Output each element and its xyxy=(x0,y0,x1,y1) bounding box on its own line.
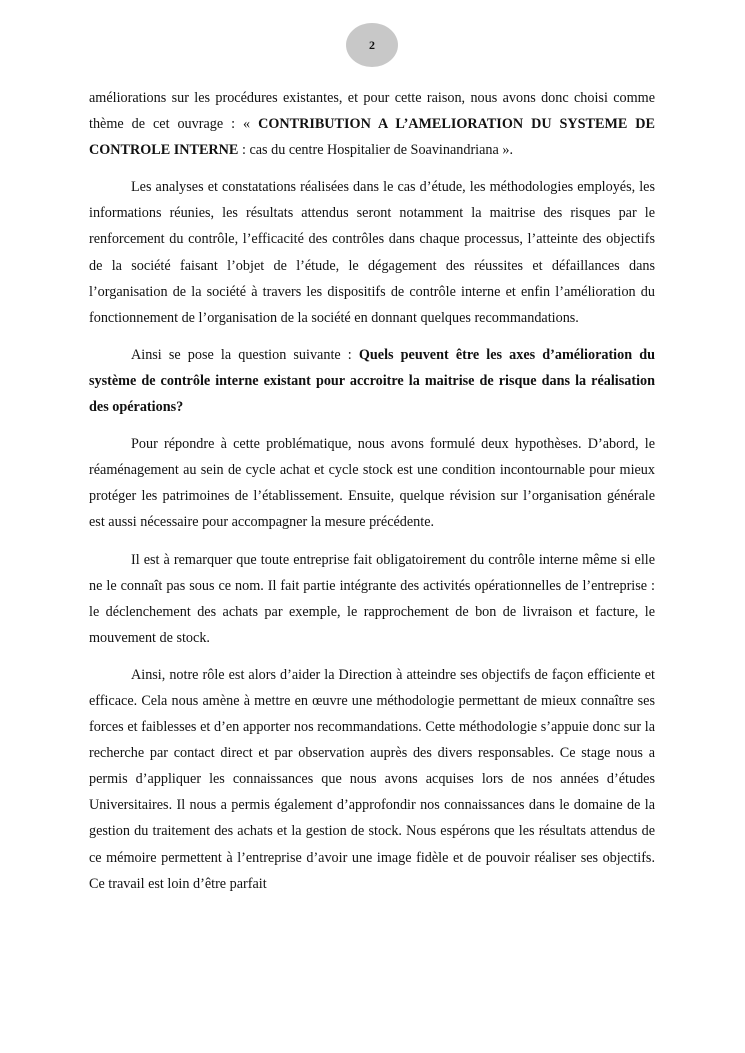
paragraph-text: : cas du centre Hospitalier de Soavinandriana ». xyxy=(238,142,513,159)
paragraph-text: Il est à remarquer que toute entreprise fait obligatoirement du contrôle interne même si elle ne le connaît pas sous ce nom. Il fait partie intégrante des activités opérationnelles de l’entreprise : le déclenchement des achats par exemple, le rapprochement de bon de livraison et facture, le mouvement de stock. xyxy=(89,551,655,646)
research-question: Quels peuvent être les axes d’amélioration du système de contrôle interne existant pour accroitre la maitrise de risque dans la réalisation des opérations? xyxy=(89,346,655,416)
paragraph-topic-choice xyxy=(89,85,655,163)
paragraph-text: Pour répondre à cette problématique, nous avons formulé deux hypothèses. D’abord, le réaménagement au sein de cycle achat et cycle stock est une condition incontournable pour mieux protéger les patrimoines de l’établissement. Ensuite, quelque révision sur l’organisation générale est aussi nécessaire pour accompagner la mesure précédente. xyxy=(89,436,655,531)
paragraph-text: améliorations sur les procédures existantes, et pour cette raison, nous avons donc choisi comme thème de cet ouvrage : « xyxy=(89,90,655,133)
paragraph-internal-control xyxy=(89,547,655,651)
paragraph-research-question xyxy=(89,342,655,420)
document-body xyxy=(89,85,655,908)
page-number: 2 xyxy=(369,37,375,52)
paragraph-text: Ainsi se pose la question suivante : xyxy=(131,346,359,363)
paragraph-methodology xyxy=(89,662,655,897)
paragraph-analyses xyxy=(89,174,655,331)
paragraph-text: Les analyses et constatations réalisées dans le cas d’étude, les méthodologies employés, les informations réunies, les résultats attendus seront notamment la maitrise des risques par le renforcement du contrôle, l’efficacité des contrôles dans chaque processus, l’atteinte des objectifs de la société faisant l’objet de l’étude, le dégagement des réussites et défaillances dans l’organisation de la société à travers les dispositifs de contrôle interne et enfin l’amélioration du fonctionnement de l’organisation de la société en donnant quelques recommandations. xyxy=(89,179,655,326)
page-number-badge xyxy=(346,23,398,67)
paragraph-text: Ainsi, notre rôle est alors d’aider la Direction à atteindre ses objectifs de façon efficiente et efficace. Cela nous amène à mettre en œuvre une méthodologie permettant de mieux connaître ses forces et faiblesses et d’en apporter nos recommandations. Cette méthodologie s’appuie donc sur la recherche par contact direct et par observation auprès des divers responsables. Ce stage nous a permis d’appliquer les connaissances que nous avons acquises lors de nos années d’études Universitaires. Il nous a permis également d’approfondir nos connaissances dans le domaine de la gestion du traitement des achats et la gestion de stock. Nous espérons que les résultats attendus de ce mémoire permettent à l’entreprise d’avoir une image fidèle et de pouvoir réaliser ses objectifs. Ce travail est loin d’être parfait xyxy=(89,666,655,892)
paragraph-hypotheses xyxy=(89,431,655,535)
thesis-title: CONTRIBUTION A L’AMELIORATION DU SYSTEME DE CONTROLE INTERNE xyxy=(89,116,655,159)
